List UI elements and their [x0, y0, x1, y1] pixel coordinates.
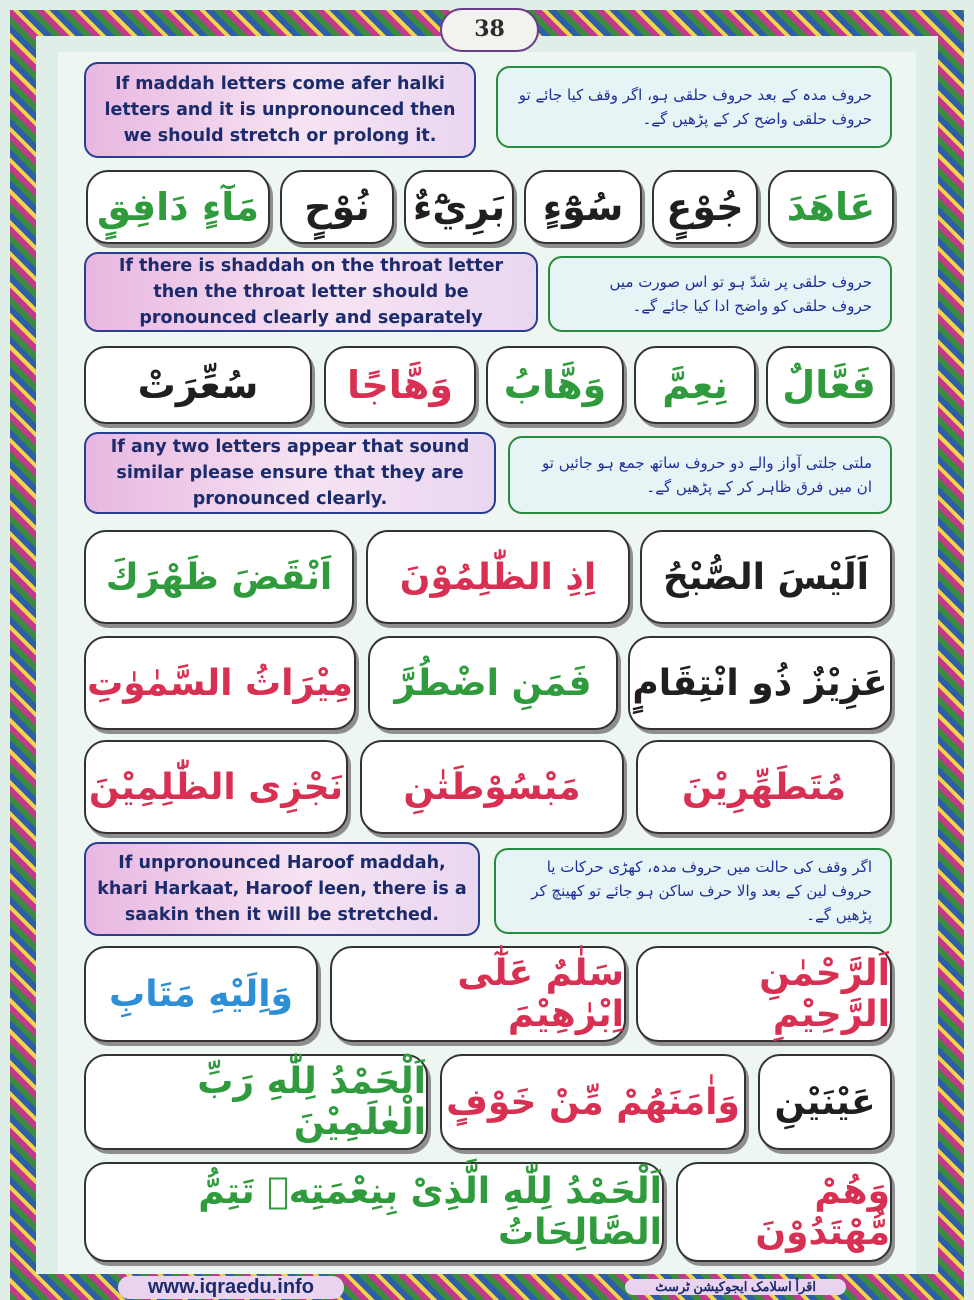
word-card — [404, 170, 514, 244]
arabic-word: نَجْزِى الظّٰلِمِيْنَ — [88, 766, 344, 808]
arabic-word: اَلرَّحْمٰنِ الرَّحِيْمِ — [759, 953, 890, 1035]
word-card — [636, 740, 892, 834]
word-card — [84, 346, 312, 424]
footer-url[interactable]: www.iqraedu.info — [118, 1276, 344, 1299]
word-card — [636, 946, 892, 1042]
rule-english-2: If there is shaddah on the throat letter then the throat letter should be pronounced clearly and separately — [84, 252, 538, 332]
arabic-word: وَهَّابُ — [503, 363, 607, 407]
word-card — [634, 346, 756, 424]
arabic-word: عَيْنَيْنِ — [774, 1081, 876, 1123]
arabic-word: اَلْحَمْدُ لِلّٰهِ رَبِّ الْعٰلَمِيْنَ — [197, 1061, 426, 1143]
arabic-word: جُوْعٍ — [666, 185, 744, 229]
arabic-word: فَعَّالٌ — [782, 363, 876, 407]
word-card — [366, 530, 630, 624]
arabic-word: نِعِمَّ — [662, 363, 728, 407]
arabic-word: وَاٰمَنَهُمْ مِّنْ خَوْفٍ — [446, 1081, 740, 1123]
rule-urdu-4: اگر وقف کی حالت میں حروف مدہ، کھڑی حرکات یا حروف لین کے بعد والا حرف ساکن ہو جائے تو کھینچ کر پڑھیں گے۔ — [494, 848, 892, 934]
word-card — [440, 1054, 746, 1150]
arabic-word: اَنْقَضَ ظَهْرَكَ — [105, 556, 333, 598]
word-card — [766, 346, 892, 424]
word-card — [676, 1162, 892, 1262]
footer — [58, 1274, 916, 1300]
rule-urdu-2: حروف حلقی پر شدّ ہو تو اس صورت میں حروف حلقی کو واضح ادا کیا جائے گے۔ — [548, 256, 892, 332]
arabic-word: وَهَّاجًا — [347, 363, 453, 407]
word-card — [84, 636, 356, 730]
rule-english-3: If any two letters appear that sound similar please ensure that they are pronounced clearly. — [84, 432, 496, 514]
rule-english-4: If unpronounced Haroof maddah, khari Harkaat, Haroof leen, there is a saakin then it will be stretched. — [84, 842, 480, 936]
arabic-word: اَلْحَمْدُ لِلّٰهِ الَّذِىْ بِنِعْمَتِهٖ تَتِمُّ الصَّالِحَاتُ — [198, 1171, 662, 1253]
arabic-word: سُوْٓءٍ — [542, 185, 624, 229]
word-card — [640, 530, 892, 624]
footer-urdu: اقرأ اسلامک ایجوکیشن ٹرسٹ — [625, 1279, 846, 1295]
arabic-word: عَاهَدَ — [786, 185, 876, 229]
arabic-word: اَلَيْسَ الصُّبْحُ — [663, 556, 869, 598]
word-card — [524, 170, 642, 244]
arabic-word: مَبْسُوْطَتٰنِ — [403, 766, 581, 808]
word-card — [758, 1054, 892, 1150]
word-card — [486, 346, 624, 424]
rule-urdu-3: ملتی جلتی آواز والے دو حروف ساتھ جمع ہو جائیں تو ان میں فرق ظاہر کر کے پڑھیں گے۔ — [508, 436, 892, 514]
word-card — [84, 1054, 428, 1150]
word-card — [330, 946, 626, 1042]
arabic-word: اِذِ الظّٰلِمُوْنَ — [399, 556, 597, 598]
arabic-word: عَزِيْزٌ ذُو انْتِقَامٍ — [632, 662, 888, 704]
arabic-word: مِيْرَاثُ السَّمٰوٰتِ — [87, 662, 353, 704]
arabic-word: فَمَنِ اضْطُرَّ — [394, 662, 592, 704]
rule-urdu-1: حروف مدہ کے بعد حروف حلقی ہو، اگر وقف کیا جائے تو حروف حلقی واضح کر کے پڑھیں گے۔ — [496, 66, 892, 148]
rule-english-1: If maddah letters come afer halki letters and it is unpronounced then we should stretch or prolong it. — [84, 62, 476, 158]
word-card — [84, 740, 348, 834]
word-card — [628, 636, 892, 730]
word-card — [768, 170, 894, 244]
word-card — [368, 636, 618, 730]
word-card — [84, 530, 354, 624]
word-card — [360, 740, 624, 834]
arabic-word: سُعِّرَتْ — [137, 363, 259, 407]
word-card — [280, 170, 394, 244]
word-card — [84, 1162, 664, 1262]
word-card — [652, 170, 758, 244]
arabic-word: سَلٰمٌ عَلٰٓى اِبْرٰهِيْمَ — [457, 953, 624, 1035]
word-card — [324, 346, 476, 424]
word-card — [84, 946, 318, 1042]
word-card — [86, 170, 270, 244]
arabic-word: مُتَطَهِّرِيْنَ — [681, 766, 847, 808]
page-number: 38 — [440, 8, 539, 52]
arabic-word: وَهُمْ مُّهْتَدُوْنَ — [755, 1171, 890, 1253]
arabic-word: وَاِلَيْهِ مَتَابِ — [109, 973, 293, 1015]
arabic-word: نُوْحٍ — [304, 185, 370, 229]
arabic-word: مَآءٍ دَافِقٍ — [96, 185, 260, 229]
arabic-word: بَرِيْٓءٌ — [412, 185, 506, 229]
